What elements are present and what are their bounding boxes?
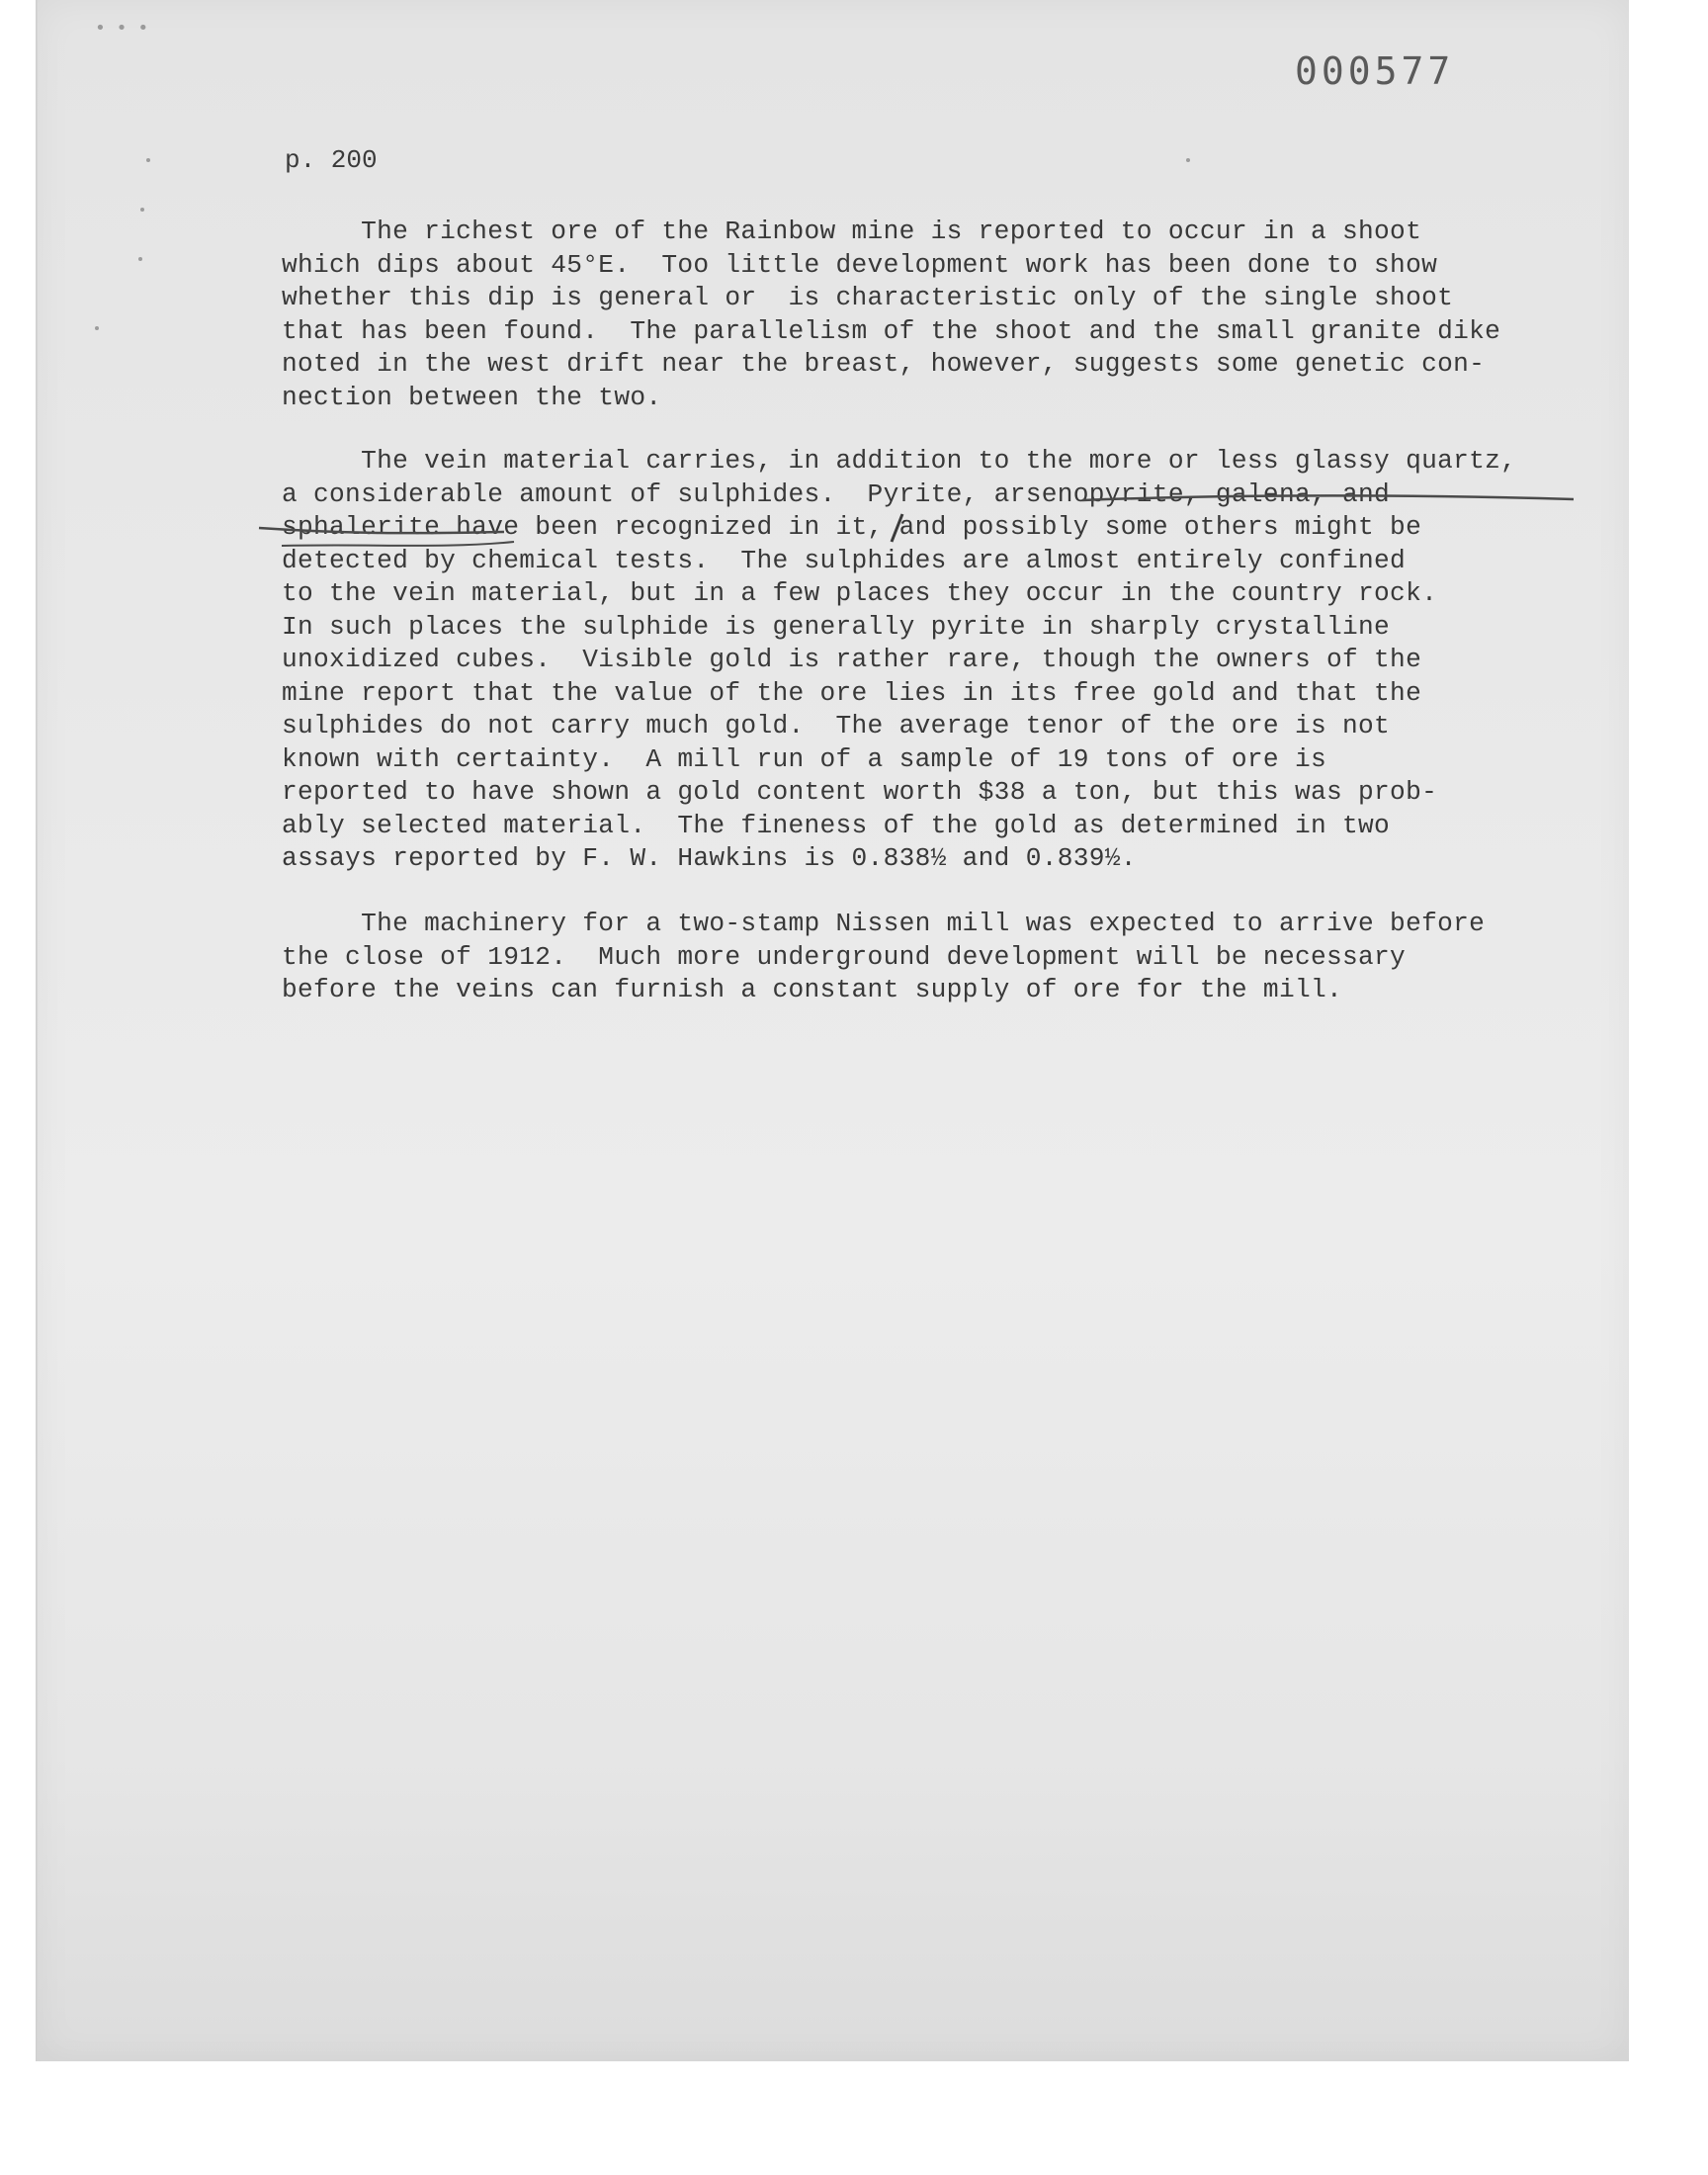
paragraph-line: assays reported by F. W. Hawkins is 0.838½ and 0.839½. xyxy=(282,843,1137,873)
scan-speck xyxy=(138,257,142,261)
paragraph-line: which dips about 45°E. Too little development work has been done to show xyxy=(282,249,1438,280)
paragraph-line: mine report that the value of the ore lies in its free gold and that the xyxy=(282,677,1422,708)
paragraph-line: ably selected material. The fineness of the gold as determined in two xyxy=(282,810,1391,840)
paragraph-line: detected by chemical tests. The sulphides are almost entirely confined xyxy=(282,545,1407,575)
scan-speck xyxy=(95,326,99,330)
paragraph-line: known with certainty. A mill run of a sample of 19 tons of ore is xyxy=(282,743,1326,774)
paragraph-line: In such places the sulphide is generally pyrite in sharply crystalline xyxy=(282,611,1391,642)
paragraph-line: that has been found. The parallelism of the shoot and the small granite dike xyxy=(282,315,1501,346)
paragraph-line: The machinery for a two-stamp Nissen mill was expected to arrive before xyxy=(282,909,1486,938)
paragraph-3 xyxy=(282,908,1596,1007)
paragraph-line: whether this dip is general or is characteristic only of the single shoot xyxy=(282,283,1454,312)
paragraph-line: before the veins can furnish a constant supply of ore for the mill. xyxy=(282,975,1343,1004)
scan-speck xyxy=(140,208,144,212)
paragraph-line: reported to have shown a gold content worth $38 a ton, but this was prob- xyxy=(282,777,1438,807)
paragraph-2 xyxy=(282,445,1596,876)
paragraph-line: to the vein material, but in a few places they occur in the country rock. xyxy=(282,578,1438,608)
paragraph-1 xyxy=(282,216,1596,414)
page-reference: p. 200 xyxy=(285,145,378,175)
paragraph-line: The vein material carries, in addition to the more or less glassy quartz, xyxy=(282,446,1517,476)
paragraph-line: unoxidized cubes. Visible gold is rather rare, though the owners of the xyxy=(282,645,1422,674)
paragraph-line: a considerable amount of sulphides. Pyrite, arsenopyrite, galena, and xyxy=(282,478,1391,509)
scan-speck xyxy=(1186,158,1190,162)
document-stamp-number: 000577 xyxy=(1295,49,1455,93)
paragraph-line: sphalerite have been recognized in it, and possibly some others might be xyxy=(282,512,1422,542)
paragraph-line: nection between the two. xyxy=(282,382,662,412)
paragraph-line: The richest ore of the Rainbow mine is reported to occur in a shoot xyxy=(282,217,1422,246)
scan-speck xyxy=(146,158,150,162)
paragraph-line: sulphides do not carry much gold. The average tenor of the ore is not xyxy=(282,711,1391,740)
paragraph-line: the close of 1912. Much more underground development will be necessary xyxy=(282,941,1407,972)
corner-mark: • • • xyxy=(95,18,149,39)
paragraph-line: noted in the west drift near the breast, however, suggests some genetic con- xyxy=(282,349,1486,379)
